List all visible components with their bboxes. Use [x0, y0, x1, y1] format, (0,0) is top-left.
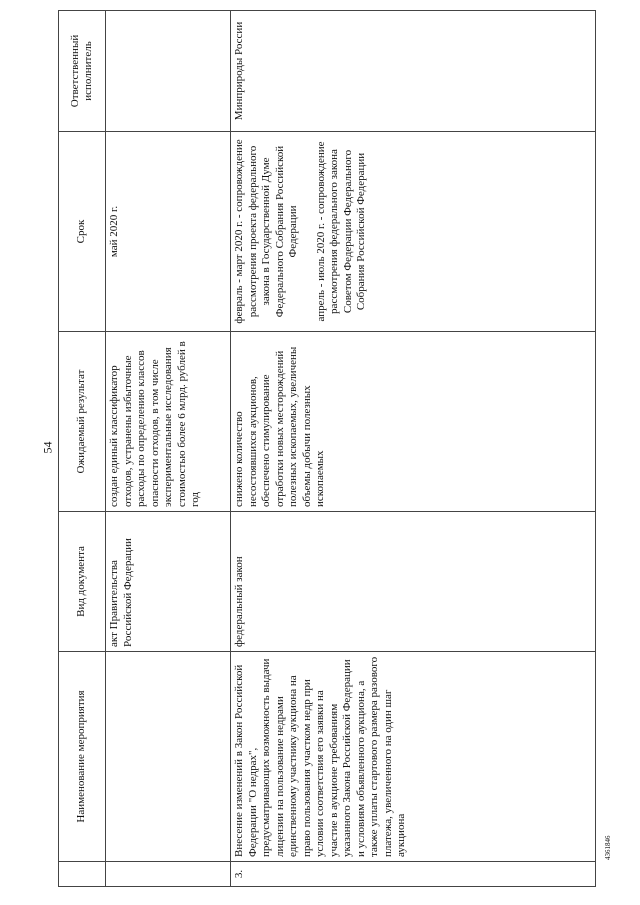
- header-doc-type: Вид документа: [59, 512, 106, 652]
- cell-name: [106, 652, 231, 862]
- cell-term: май 2020 г.: [106, 132, 231, 332]
- header-term: Срок: [59, 132, 106, 332]
- term-period-1: февраль - март 2020 г. - сопровождение рассмотрения проекта федерального закона в Государственной Думе Федерального Собрания Российской Федерации: [233, 139, 299, 324]
- cell-responsible: [106, 11, 231, 132]
- header-responsible: Ответственный исполнитель: [59, 11, 106, 132]
- document-id: 4361846: [604, 835, 612, 860]
- measures-table: [58, 10, 596, 887]
- cell-responsible: Минприроды России: [231, 11, 596, 132]
- cell-result: снижено количество несостоявшихся аукционов, обеспечено стимулирование отработки новых месторождений полезных ископаемых, увеличены объемы добычи полезных ископаемых: [231, 332, 596, 512]
- header-number: [59, 862, 106, 887]
- cell-result: создан единый классификатор отходов, устранены избыточные расходы по определению классов опасности отходов, в том числе экспериментальные исследования стоимостью более 6 млрд. рублей в год: [106, 332, 231, 512]
- term-period-2: апрель - июль 2020 г. - сопровождение рассмотрения федерального закона Советом Федерации Федерального Собрания Российской Федерации: [314, 141, 367, 322]
- cell-number: [106, 862, 231, 887]
- table-header-row: [59, 11, 106, 887]
- table-row: [106, 11, 231, 887]
- cell-doc-type: федеральный закон: [231, 512, 596, 652]
- header-result: Ожидаемый результат: [59, 332, 106, 512]
- cell-number: 3.: [231, 862, 596, 887]
- cell-name: Внесение изменений в Закон Российской Федерации "О недрах", предусматривающих возможность выдачи лицензии на пользование недрами единственному участнику аукциона на право пользования участком недр при условии соответствия его заявки на участие в аукционе требованиям указанного Закона Российской Федерации и условиям объявленного аукциона, а также уплаты стартового размера разового платежа, увеличенного на один шаг аукциона: [231, 652, 596, 862]
- page-number: 54: [40, 441, 55, 454]
- header-name: Наименование мероприятия: [59, 652, 106, 862]
- cell-doc-type: акт Правительства Российской Федерации: [106, 512, 231, 652]
- cell-term: [231, 132, 596, 332]
- table-row: [231, 11, 596, 887]
- rotated-table-container: [58, 11, 625, 887]
